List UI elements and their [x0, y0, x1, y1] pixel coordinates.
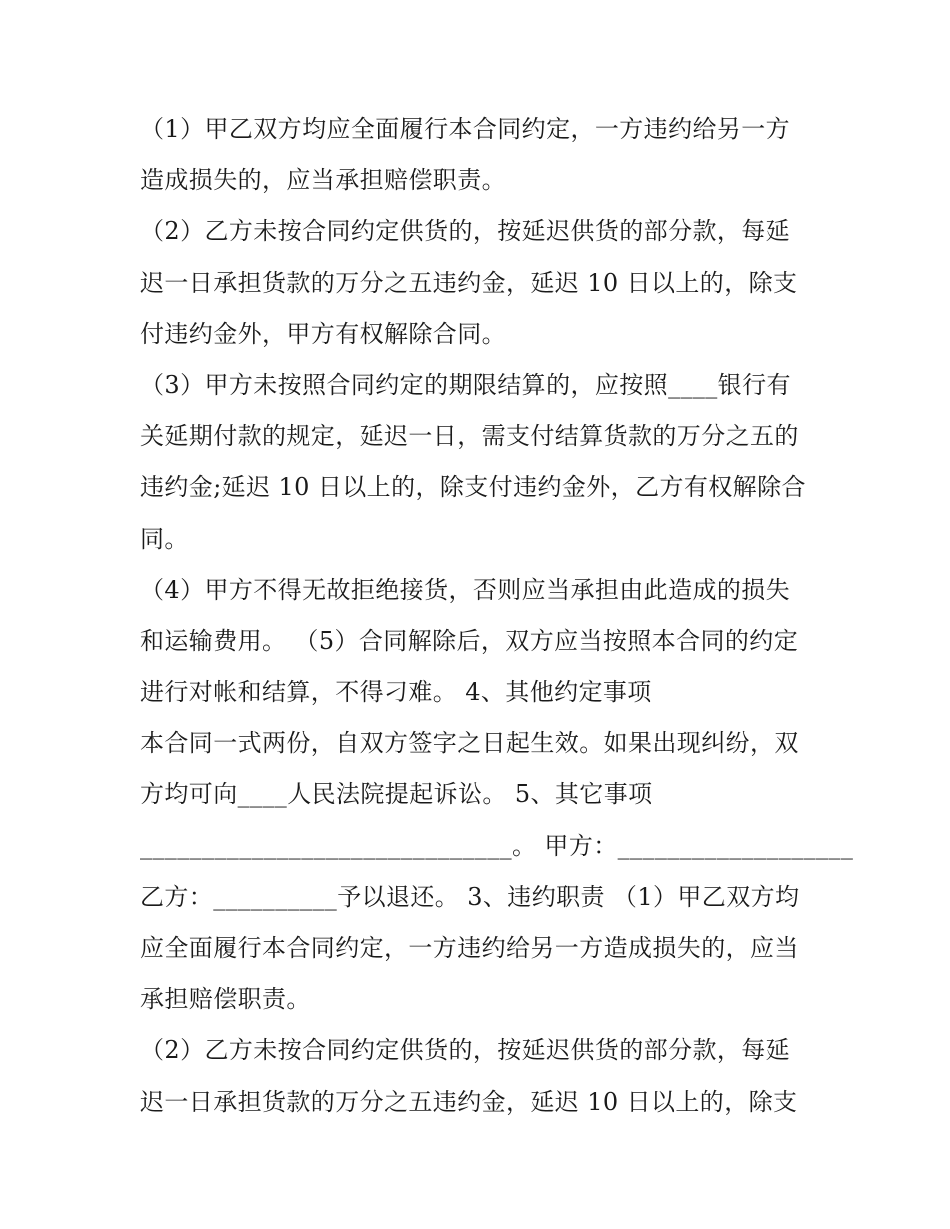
text-line-1: （1）甲乙双方均应全面履行本合同约定，一方违约给另一方: [140, 115, 791, 143]
text-line-8: 违约金;延迟 10 日以上的，除支付违约金外，乙方有权解除合: [140, 473, 806, 502]
text-line-13: 本合同一式两份，自双方签字之日起生效。如果出现纠纷，双: [140, 729, 799, 758]
text-line-7: 关延期付款的规定，延迟一日，需支付结算货款的万分之五的: [140, 422, 799, 451]
text-line-6: （3）甲方未按照合同约定的期限结算的，应按照____银行有: [140, 370, 791, 399]
text-line-18: 承担赔偿职责。: [140, 985, 311, 1014]
text-line-5: 付违约金外，甲方有权解除合同。: [140, 319, 506, 348]
text-line-4: 迟一日承担货款的万分之五违约金，延迟 10 日以上的，除支: [140, 268, 798, 297]
text-line-19: （2）乙方未按合同约定供货的，按延迟供货的部分款，每延: [140, 1036, 791, 1065]
text-line-9: 同。: [140, 524, 189, 553]
text-line-14: 方均可向____人民法院提起诉讼。 5、其它事项: [140, 780, 653, 809]
text-line-2: 造成损失的，应当承担赔偿职责。: [140, 166, 506, 195]
text-line-10: （4）甲方不得无故拒绝接货，否则应当承担由此造成的损失: [140, 575, 791, 604]
text-line-16: 乙方：__________予以退还。 3、违约职责 （1）甲乙双方均: [140, 882, 800, 911]
text-line-11: 和运输费用。 （5）合同解除后，双方应当按照本合同的约定: [140, 626, 799, 655]
text-line-20: 迟一日承担货款的万分之五违约金，延迟 10 日以上的，除支: [140, 1087, 798, 1116]
text-line-15: ______________________________。 甲方：___________________: [140, 831, 854, 860]
text-line-3: （2）乙方未按合同约定供货的，按延迟供货的部分款，每延: [140, 217, 791, 246]
text-line-12: 进行对帐和结算，不得刁难。 4、其他约定事项: [140, 678, 652, 707]
document-body: [140, 104, 854, 1128]
text-line-17: 应全面履行本合同约定，一方违约给另一方造成损失的，应当: [140, 934, 799, 962]
